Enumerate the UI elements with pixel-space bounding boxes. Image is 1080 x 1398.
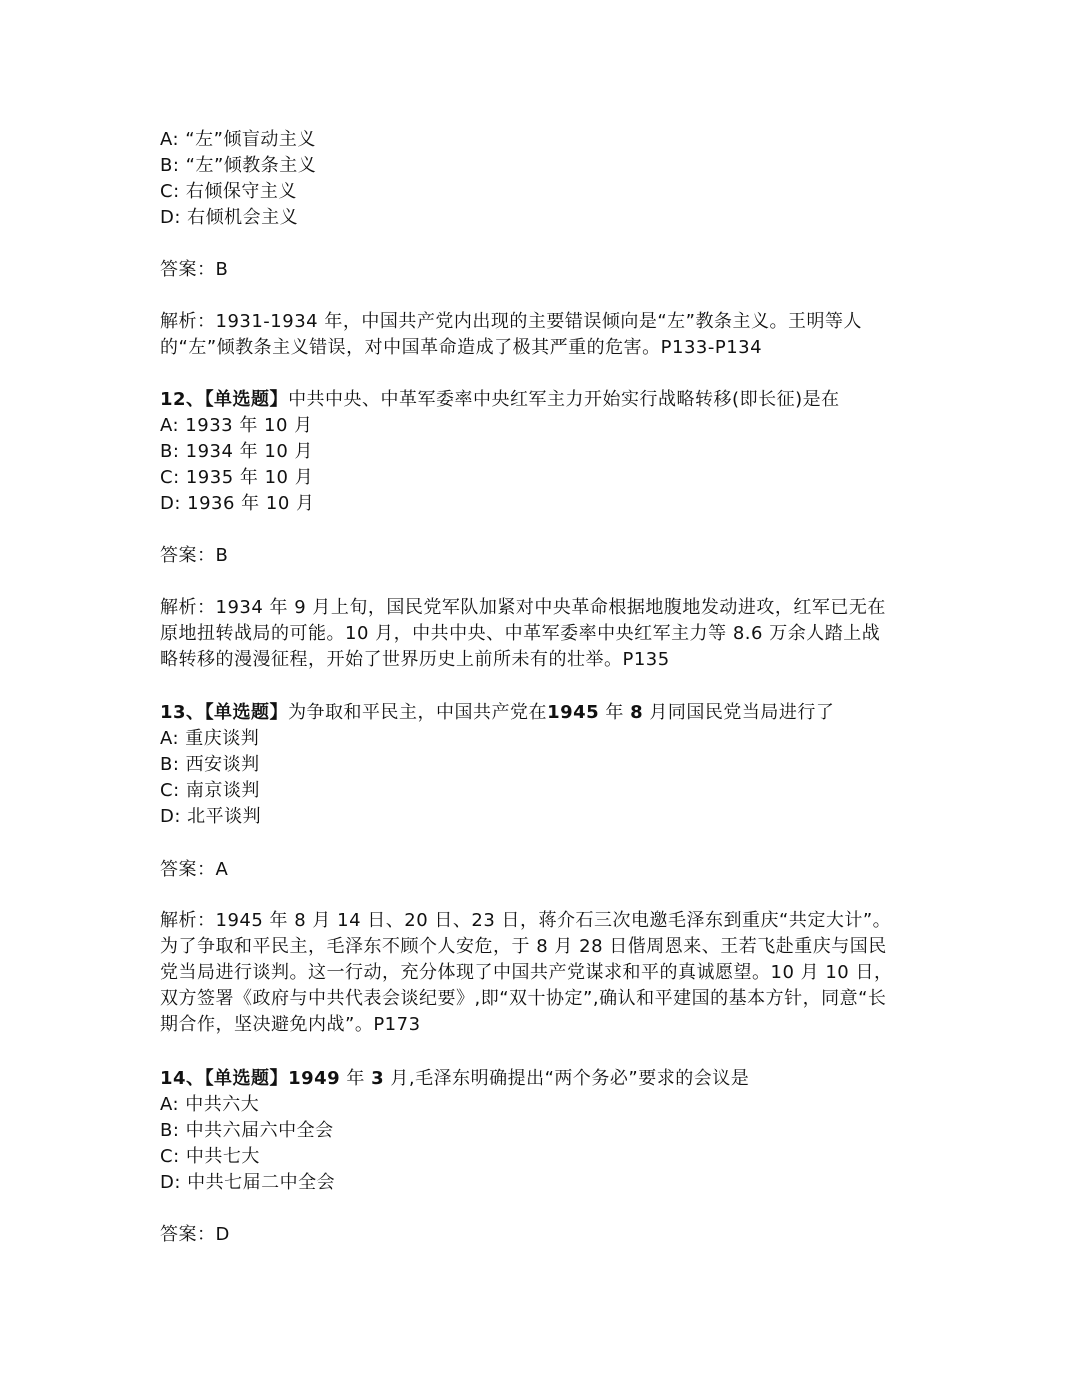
q13-title xyxy=(160,700,930,726)
q12-answer-text: 答案：B xyxy=(160,545,229,566)
q13-analysis xyxy=(160,908,930,1038)
q14-tag: 【单选题】 xyxy=(204,1068,289,1089)
q13-stem-c: 月同国民党当局进行了 xyxy=(643,702,835,723)
q12-analysis xyxy=(160,595,930,673)
q12-answer xyxy=(160,543,930,569)
q13-option-d: D: 北平谈判 xyxy=(160,806,262,827)
q14-option-c: C: 中共七大 xyxy=(160,1146,260,1167)
q12-stem: 中共中央、中革军委率中央红军主力开始实行战略转移(即长征)是在 xyxy=(288,389,840,410)
q14-title xyxy=(160,1066,930,1092)
q13-answer-text: 答案：A xyxy=(160,859,229,880)
q13-answer xyxy=(160,857,930,883)
q14-option-b: B: 中共六届六中全会 xyxy=(160,1120,334,1141)
q14-question xyxy=(160,1066,930,1196)
q13-stem-b: 年 xyxy=(599,702,631,723)
q13-question xyxy=(160,700,930,830)
q12-analysis-line: 解析：1934 年 9 月上旬，国民党军队加紧对中央革命根据地腹地发动进攻，红军已无在 xyxy=(160,597,886,618)
q12-analysis-line: 原地扭转战局的可能。10 月，中共中央、中革军委率中央红军主力等 8.6 万余人踏上战 xyxy=(160,623,881,644)
q13-analysis-line: 解析：1945 年 8 月 14 日、20 日、23 日，蒋介石三次电邀毛泽东到重庆“共定大计”。 xyxy=(160,910,892,931)
q12-option-c: C: 1935 年 10 月 xyxy=(160,467,314,488)
q11-answer xyxy=(160,257,930,283)
q13-tag: 【单选题】 xyxy=(204,702,289,723)
q13-number: 13、 xyxy=(160,702,205,723)
q11-answer-text: 答案：B xyxy=(160,259,229,280)
q11-option-d: D: 右倾机会主义 xyxy=(160,207,299,228)
q12-title xyxy=(160,387,930,413)
q13-analysis-line: 双方签署《政府与中共代表会谈纪要》,即“双十协定”,确认和平建国的基本方针，同意“长 xyxy=(160,988,887,1009)
q14-stem-a: 年 xyxy=(340,1068,372,1089)
q14-answer xyxy=(160,1222,930,1248)
q12-tag: 【单选题】 xyxy=(204,389,289,410)
q14-stem-b: 月,毛泽东明确提出“两个务必”要求的会议是 xyxy=(384,1068,750,1089)
q13-stem-year: 1945 xyxy=(547,702,600,723)
q12-analysis-line: 略转移的漫漫征程，开始了世界历史上前所未有的壮举。P135 xyxy=(160,649,670,670)
q13-analysis-line: 为了争取和平民主，毛泽东不顾个人安危，于 8 月 28 日偕周恩来、王若飞赴重庆与国民 xyxy=(160,936,887,957)
q11-option-a: A: “左”倾盲动主义 xyxy=(160,129,316,150)
q11-options xyxy=(160,127,930,231)
q13-option-c: C: 南京谈判 xyxy=(160,780,260,801)
q11-analysis xyxy=(160,309,930,361)
q13-stem-a: 为争取和平民主，中国共产党在 xyxy=(288,702,548,723)
q12-option-b: B: 1934 年 10 月 xyxy=(160,441,314,462)
q11-analysis-line: 的“左”倾教条主义错误，对中国革命造成了极其严重的危害。P133-P134 xyxy=(160,337,763,358)
q13-option-b: B: 西安谈判 xyxy=(160,754,260,775)
q14-option-a: A: 中共六大 xyxy=(160,1094,260,1115)
q12-number: 12、 xyxy=(160,389,205,410)
q13-analysis-line: 党当局进行谈判。这一行动，充分体现了中国共产党谋求和平的真诚愿望。10 月 10 日， xyxy=(160,962,893,983)
q11-option-b: B: “左”倾教条主义 xyxy=(160,155,317,176)
q11-option-c: C: 右倾保守主义 xyxy=(160,181,297,202)
q13-stem-month: 8 xyxy=(630,702,644,723)
q11-analysis-line: 解析：1931-1934 年，中国共产党内出现的主要错误倾向是“左”教条主义。王明等人 xyxy=(160,311,862,332)
q12-question xyxy=(160,387,930,517)
q13-option-a: A: 重庆谈判 xyxy=(160,728,260,749)
q14-number: 14、 xyxy=(160,1068,205,1089)
q14-answer-text: 答案：D xyxy=(160,1224,230,1245)
q14-stem-year: 1949 xyxy=(288,1068,341,1089)
q13-analysis-line: 期合作，坚决避免内战”。P173 xyxy=(160,1014,421,1035)
q12-option-d: D: 1936 年 10 月 xyxy=(160,493,315,514)
q12-option-a: A: 1933 年 10 月 xyxy=(160,415,313,436)
q14-stem-month: 3 xyxy=(371,1068,385,1089)
q14-option-d: D: 中共七届二中全会 xyxy=(160,1172,336,1193)
